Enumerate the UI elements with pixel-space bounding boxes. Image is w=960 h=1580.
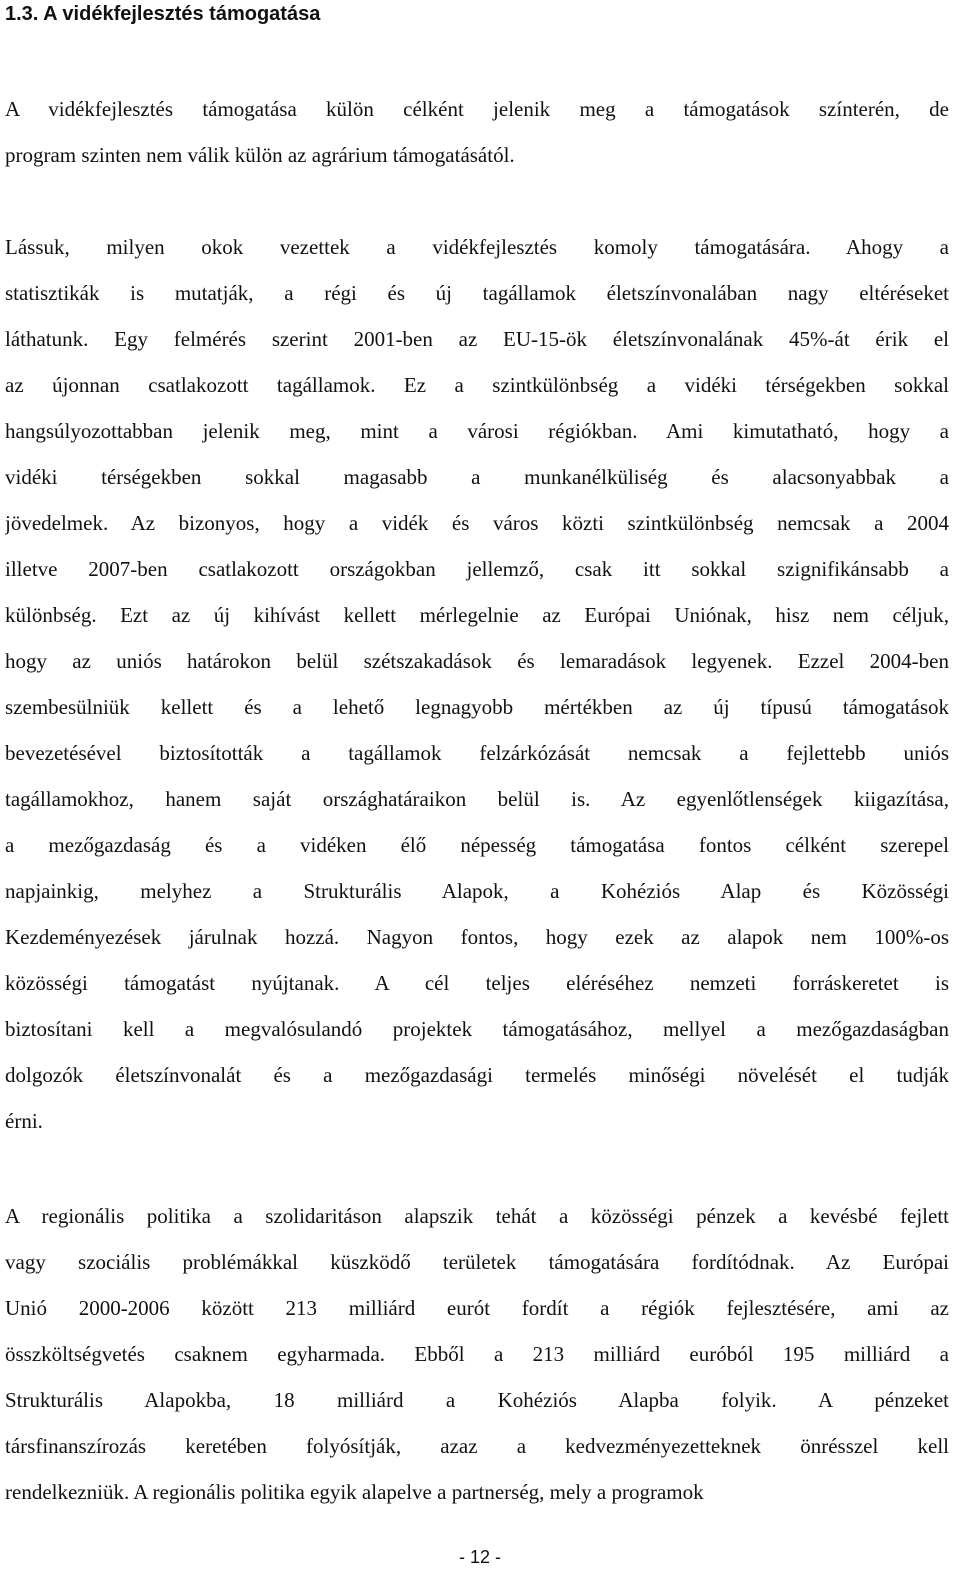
text-line: rendelkezniük. A regionális politika egyik alapelve a partnerség, mely a programok: [5, 1480, 704, 1504]
text-line: statisztikák is mutatják, a régi és új tagállamok életszínvonalában nagy eltéréseket: [5, 281, 949, 305]
text-line: program szinten nem válik külön az agrárium támogatásától.: [5, 143, 515, 167]
text-line: napjainkig, melyhez a Strukturális Alapok, a Kohéziós Alap és Közösségi: [5, 879, 949, 903]
text-line: láthatunk. Egy felmérés szerint 2001-ben az EU-15-ök életszínvonalának 45%-át érik el: [5, 327, 949, 351]
text-line: A vidékfejlesztés támogatása külön célként jelenik meg a támogatások színterén, de: [5, 97, 949, 121]
text-line: különbség. Ezt az új kihívást kellett mérlegelnie az Európai Uniónak, hisz nem céljuk,: [5, 603, 949, 627]
text-line: illetve 2007-ben csatlakozott országokban jellemző, csak itt sokkal szignifikánsabb a: [5, 557, 949, 581]
text-line: dolgozók életszínvonalát és a mezőgazdasági termelés minőségi növelését el tudják: [5, 1063, 949, 1087]
text-line: szembesülniük kellett és a lehető legnagyobb mértékben az új típusú támogatások: [5, 695, 949, 719]
paragraph-regional-policy: [5, 1193, 949, 1515]
page-number: - 12 -: [458, 1547, 501, 1567]
text-line: tagállamokhoz, hanem saját országhatáraikon belül is. Az egyenlőtlenségek kiigazítása,: [5, 787, 949, 811]
text-line: A regionális politika a szolidaritáson alapszik tehát a közösségi pénzek a kevésbé fejlett: [5, 1204, 949, 1228]
text-line: bevezetésével biztosították a tagállamok felzárkózását nemcsak a fejlettebb uniós: [5, 741, 949, 765]
text-line: társfinanszírozás keretében folyósítják, azaz a kedvezményezetteknek önrésszel kell: [5, 1434, 949, 1458]
text-line: hangsúlyozottabban jelenik meg, mint a városi régiókban. Ami kimutatható, hogy a: [5, 419, 949, 443]
text-line: Strukturális Alapokba, 18 milliárd a Kohéziós Alapba folyik. A pénzeket: [5, 1388, 949, 1412]
paragraph-main: [5, 224, 949, 1144]
text-line: közösségi támogatást nyújtanak. A cél teljes eléréséhez nemzeti forráskeretet is: [5, 971, 949, 995]
text-line: vidéki térségekben sokkal magasabb a munkanélküliség és alacsonyabbak a: [5, 465, 949, 489]
text-line: jövedelmek. Az bizonyos, hogy a vidék és város közti szintkülönbség nemcsak a 2004: [5, 511, 949, 535]
text-line: az újonnan csatlakozott tagállamok. Ez a szintkülönbség a vidéki térségekben sokkal: [5, 373, 949, 397]
section-heading: 1.3. A vidékfejlesztés támogatása: [5, 3, 321, 25]
text-line: érni.: [5, 1109, 43, 1133]
text-line: hogy az uniós határokon belül szétszakadások és lemaradások legyenek. Ezzel 2004-ben: [5, 649, 949, 673]
paragraph-intro: [5, 86, 949, 178]
text-line: összköltségvetés csaknem egyharmada. Ebből a 213 milliárd euróból 195 milliárd a: [5, 1342, 949, 1366]
text-line: Lássuk, milyen okok vezettek a vidékfejlesztés komoly támogatására. Ahogy a: [5, 235, 949, 259]
text-line: a mezőgazdaság és a vidéken élő népesség támogatása fontos célként szerepel: [5, 833, 949, 857]
text-line: vagy szociális problémákkal küszködő területek támogatására fordítódnak. Az Európai: [5, 1250, 949, 1274]
text-line: Unió 2000-2006 között 213 milliárd eurót fordít a régiók fejlesztésére, ami az: [5, 1296, 949, 1320]
text-line: Kezdeményezések járulnak hozzá. Nagyon fontos, hogy ezek az alapok nem 100%-os: [5, 925, 949, 949]
text-line: biztosítani kell a megvalósulandó projektek támogatásához, mellyel a mezőgazdaságban: [5, 1017, 949, 1041]
